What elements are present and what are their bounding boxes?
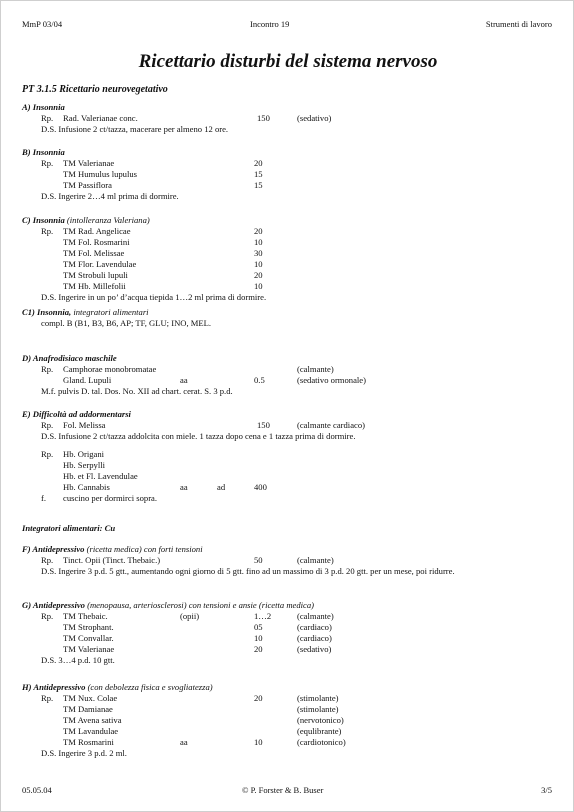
recipe-line: Rp. Tinct. Opii (Tinct. Thebaic.) 50 (calmante) <box>41 555 334 565</box>
recipe-line: f. cuscino per dormirci sopra. <box>41 493 158 503</box>
section-b <box>22 147 562 202</box>
section-a <box>22 102 562 135</box>
section-e <box>22 409 562 504</box>
section-heading: G) Antidepressivo (menopausa, arteriosclerosi) con tensioni e ansie (ricetta medica) <box>22 600 314 610</box>
integratori-note: Integratori alimentari: Cu <box>22 523 116 533</box>
section-heading: A) Insonnia <box>22 102 65 112</box>
footer-copyright: © P. Forster & B. Buser <box>242 785 324 795</box>
recipe-line: TM Strophant. 05 (cardiaco) <box>63 622 332 632</box>
recipe-line: TM Damianae (stimolante) <box>63 704 339 714</box>
section-heading: B) Insonnia <box>22 147 65 157</box>
recipe-line: Rp. Hb. Origani <box>41 449 105 459</box>
recipe-line: TM Passiflora 15 <box>63 180 263 190</box>
section-c <box>22 215 562 303</box>
section-heading: F) Antidepressivo (ricetta medica) con forti tensioni <box>22 544 203 554</box>
recipe-line: Rp. Rad. Valerianae conc. 150 (sedativo) <box>41 113 332 123</box>
footer-date: 05.05.04 <box>22 785 52 795</box>
recipe-line: TM Humulus lupulus 15 <box>63 169 263 179</box>
section-c1 <box>22 307 562 329</box>
dosage-line: D.S. Ingerire in un po’ d’acqua tiepida 1…2 ml prima di dormire. <box>41 292 267 302</box>
recipe-line: Gland. Lupuli aa 0.5 (sedativo ormonale) <box>63 375 366 385</box>
recipe-line: TM Hb. Millefolii 10 <box>63 281 263 291</box>
section-f <box>22 544 562 577</box>
recipe-line: Hb. et Fl. Lavendulae <box>63 471 138 481</box>
recipe-line: Rp. TM Nux. Colae 20 (stimolante) <box>41 693 339 703</box>
recipe-line: Rp. TM Rad. Angelicae 20 <box>41 226 263 236</box>
section-heading: C1) Insonnia, integratori alimentari <box>22 307 149 317</box>
section-heading: H) Antidepressivo (con debolezza fisica e svogliatezza) <box>22 682 213 692</box>
dosage-line: D.S. Ingerire 3 p.d. 2 ml. <box>41 748 127 758</box>
section-heading: D) Anafrodisiaco maschile <box>22 353 117 363</box>
section-heading: E) Difficoltà ad addormentarsi <box>22 409 131 419</box>
recipe-line: TM Fol. Melissae 30 <box>63 248 263 258</box>
recipe-line: TM Fol. Rosmarini 10 <box>63 237 263 247</box>
recipe-line: TM Valerianae 20 (sedativo) <box>63 644 332 654</box>
header-right: Strumenti di lavoro <box>485 19 552 29</box>
page-header <box>22 19 552 31</box>
page-footer <box>22 785 552 797</box>
recipe-line: compl. B (B1, B3, B6, AP; TF, GLU; INO, MEL. <box>41 318 212 328</box>
page-title: Ricettario disturbi del sistema nervoso <box>138 51 438 72</box>
dosage-line: D.S. 3…4 p.d. 10 gtt. <box>41 655 115 665</box>
recipe-line: Hb. Cannabis aa ad 400 <box>63 482 267 492</box>
dosage-line: D.S. Ingerire 2…4 ml prima di dormire. <box>41 191 179 201</box>
section-heading: C) Insonnia (intolleranza Valeriana) <box>22 215 150 225</box>
recipe-line: Rp. Camphorae monobromatae (calmante) <box>41 364 334 374</box>
section-g <box>22 600 562 666</box>
recipe-line: TM Convallar. 10 (cardiaco) <box>63 633 332 643</box>
footer-page-number: 3/5 <box>541 785 552 795</box>
recipe-line: Rp. Fol. Melissa 150 (calmante cardiaco) <box>41 420 365 430</box>
recipe-line: TM Strobuli lupuli 20 <box>63 270 263 280</box>
section-d <box>22 353 562 397</box>
dosage-line: D.S. Infusione 2 ct/tazza, macerare per almeno 12 ore. <box>41 124 229 134</box>
recipe-line: TM Rosmarini aa 10 (cardiotonico) <box>63 737 346 747</box>
recipe-line: TM Lavandulae (equlibrante) <box>63 726 342 736</box>
header-left: MmP 03/04 <box>22 19 63 29</box>
recipe-line: Rp. TM Thebaic. (opii) 1…2 (calmante) <box>41 611 334 621</box>
recipe-line: TM Flor. Lavendulae 10 <box>63 259 263 269</box>
dosage-line: D.S. Infusione 2 ct/tazza addolcita con miele. 1 tazza dopo cena e 1 tazza prima di dormire. <box>41 431 356 441</box>
recipe-line: Rp. TM Valerianae 20 <box>41 158 263 168</box>
recipe-line: Hb. Serpylli <box>63 460 106 470</box>
dosage-line: M.f. pulvis D. tal. Dos. No. XII ad chart. cerat. S. 3 p.d. <box>41 386 233 396</box>
section-h <box>22 682 562 759</box>
dosage-line: D.S. Ingerire 3 p.d. 5 gtt., aumentando ogni giorno di 5 gtt. fino ad un massimo di 3 p.d. 20 gtt. per un mese, poi ridurre. <box>41 566 455 576</box>
header-center: Incontro 19 <box>250 19 290 29</box>
recipe-line: TM Avena sativa (nervotonico) <box>63 715 344 725</box>
section-subtitle: PT 3.1.5 Ricettario neurovegetativo <box>22 84 168 95</box>
